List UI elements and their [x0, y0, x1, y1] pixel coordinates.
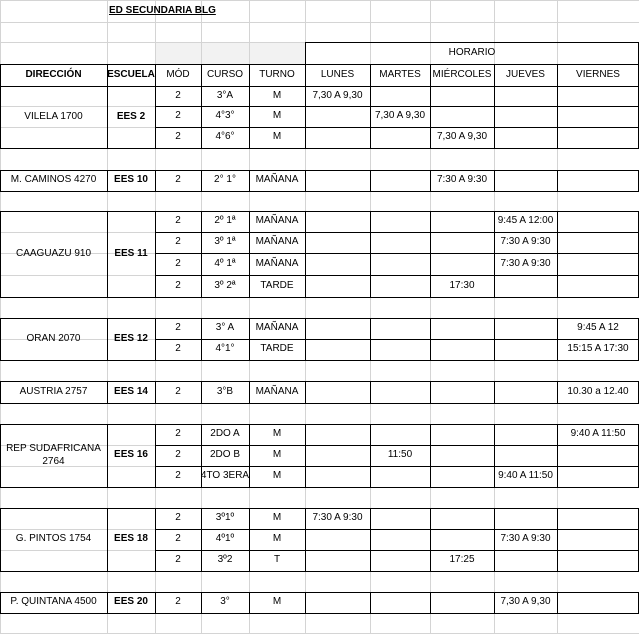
curso-cell[interactable]: 3° A [215, 322, 235, 334]
viernes-cell[interactable]: 10.30 a 12.40 [567, 385, 629, 397]
cell-border [107, 148, 156, 149]
miercoles-cell[interactable] [430, 424, 494, 445]
miercoles-cell[interactable] [430, 318, 494, 339]
jueves-cell[interactable] [494, 170, 557, 191]
cell-border [155, 148, 202, 149]
jueves-cell[interactable]: 7:30 A 9:30 [500, 257, 551, 269]
turno-cell[interactable]: M [272, 512, 282, 524]
viernes-cell[interactable] [557, 508, 639, 529]
cell-border [107, 297, 156, 298]
cell-border [557, 403, 639, 404]
curso-cell[interactable]: 3° [220, 596, 230, 608]
cell-border [0, 360, 108, 361]
viernes-cell[interactable] [557, 211, 639, 232]
miercoles-cell[interactable] [430, 466, 494, 487]
curso-cell[interactable]: 4°1° [215, 343, 235, 355]
cell-border [557, 297, 639, 298]
cell-border [249, 297, 306, 298]
viernes-cell[interactable] [557, 86, 639, 106]
jueves-cell[interactable] [494, 508, 557, 529]
viernes-cell[interactable] [557, 592, 639, 613]
miercoles-cell[interactable]: 7,30 A 9,30 [436, 131, 488, 143]
header-martes[interactable]: MARTES [379, 68, 421, 80]
cell-border [305, 360, 371, 361]
cell-border [557, 191, 639, 192]
miercoles-cell[interactable] [430, 445, 494, 466]
cell-border [249, 403, 306, 404]
turno-cell[interactable]: TARDE [260, 343, 294, 355]
curso-cell[interactable]: 4°6° [215, 131, 235, 143]
cell-border [494, 297, 558, 298]
turno-cell[interactable]: M [272, 533, 282, 545]
curso-cell[interactable]: 3º 1ª [214, 236, 236, 248]
martes-cell[interactable] [370, 592, 430, 613]
jueves-cell[interactable] [494, 445, 557, 466]
turno-cell[interactable]: T [273, 554, 281, 566]
escuela-cell[interactable]: EES 18 [114, 533, 148, 545]
lunes-cell[interactable] [305, 445, 370, 466]
cell-border [155, 191, 202, 192]
viernes-cell[interactable] [557, 550, 639, 571]
jueves-cell[interactable] [494, 424, 557, 445]
viernes-cell[interactable]: 9:40 A 11:50 [570, 428, 626, 440]
lunes-cell[interactable] [305, 339, 370, 360]
cell-border [201, 148, 250, 149]
miercoles-cell[interactable] [430, 253, 494, 275]
cell-border [155, 571, 202, 572]
gridline [0, 0, 639, 1]
miercoles-cell[interactable]: 7:30 A 9:30 [436, 174, 488, 186]
lunes-cell[interactable] [305, 106, 370, 127]
cell-border [305, 571, 371, 572]
lunes-cell[interactable] [305, 529, 370, 550]
header-escuela[interactable]: ESCUELA [107, 68, 155, 80]
cell-border [494, 613, 558, 614]
cell-border [201, 191, 250, 192]
cell-border [0, 297, 108, 298]
direccion-cell[interactable]: M. CAMINOS 4270 [10, 174, 97, 186]
cell-border [201, 487, 250, 488]
header-jueves[interactable]: JUEVES [506, 68, 545, 80]
escuela-cell[interactable]: EES 14 [114, 385, 148, 397]
mod-cell[interactable]: 2 [175, 596, 181, 608]
cell-border [249, 487, 306, 488]
cell-border [494, 403, 558, 404]
martes-cell[interactable] [370, 211, 430, 232]
turno-cell[interactable]: M [272, 596, 282, 608]
martes-cell[interactable] [370, 318, 430, 339]
cell-border [557, 148, 639, 149]
cell-border [430, 191, 495, 192]
direccion-cell[interactable]: G. PINTOS 1754 [15, 533, 92, 545]
direccion-cell[interactable]: ORAN 2070 [26, 332, 81, 344]
jueves-cell[interactable]: 7:30 A 9:30 [500, 236, 551, 248]
cell-border [494, 487, 558, 488]
cell-border [201, 613, 250, 614]
header-shade [250, 43, 305, 64]
cell-border [430, 297, 495, 298]
curso-cell[interactable]: 3º 2ª [214, 279, 236, 291]
jueves-cell[interactable] [494, 381, 557, 403]
cell-border [430, 487, 495, 488]
direccion-cell[interactable]: AUSTRIA 2757 [19, 385, 88, 397]
martes-cell[interactable] [370, 381, 430, 403]
jueves-cell[interactable] [494, 106, 557, 127]
escuela-cell[interactable]: EES 10 [114, 174, 148, 186]
turno-cell[interactable]: M [272, 470, 282, 482]
direccion-cell[interactable]: VILELA 1700 [24, 110, 83, 122]
viernes-cell[interactable] [557, 466, 639, 487]
cell-border [305, 403, 371, 404]
cell-border [305, 487, 371, 488]
martes-cell[interactable] [370, 127, 430, 148]
martes-cell[interactable] [370, 253, 430, 275]
cell-border [155, 403, 202, 404]
mod-cell[interactable]: 2 [175, 110, 181, 122]
lunes-cell[interactable] [305, 232, 370, 253]
turno-cell[interactable]: M [272, 89, 282, 101]
miercoles-cell[interactable] [430, 86, 494, 106]
turno-cell[interactable]: TARDE [260, 279, 294, 291]
viernes-cell[interactable]: 15:15 A 17:30 [567, 343, 629, 355]
curso-cell[interactable]: 3º2 [217, 554, 233, 566]
miercoles-cell[interactable] [430, 592, 494, 613]
jueves-cell[interactable]: 9:40 A 11:50 [498, 470, 553, 482]
cell-border [107, 571, 156, 572]
jueves-cell[interactable] [494, 86, 557, 106]
martes-cell[interactable] [370, 275, 430, 297]
direccion-cell[interactable]: P. QUINTANA 4500 [10, 596, 97, 608]
cell-border [430, 403, 495, 404]
viernes-cell[interactable] [557, 106, 639, 127]
cell-border [201, 571, 250, 572]
mod-cell[interactable]: 2 [175, 512, 181, 524]
escuela-cell[interactable]: EES 12 [114, 332, 148, 344]
escuela-cell[interactable]: EES 2 [116, 110, 146, 122]
gridline [0, 22, 639, 23]
cell-border [201, 360, 250, 361]
mod-cell[interactable]: 2 [175, 343, 181, 355]
mod-cell[interactable]: 2 [175, 470, 181, 482]
header-viernes[interactable]: VIERNES [576, 68, 620, 80]
cell-border [370, 571, 431, 572]
turno-cell[interactable]: M [272, 428, 282, 440]
martes-cell[interactable]: 7,30 A 9,30 [374, 110, 426, 122]
cell-border [370, 360, 431, 361]
header-shade [156, 43, 201, 64]
turno-cell[interactable]: MAÑANA [255, 236, 299, 248]
cell-border [201, 403, 250, 404]
mod-cell[interactable]: 2 [175, 449, 181, 461]
martes-cell[interactable]: 11:50 [387, 449, 413, 461]
escuela-cell[interactable]: EES 11 [114, 247, 148, 259]
martes-cell[interactable] [370, 529, 430, 550]
lunes-cell[interactable] [305, 127, 370, 148]
cell-border [249, 613, 306, 614]
curso-cell[interactable]: 2DO B [209, 449, 240, 461]
cell-border [430, 571, 495, 572]
miercoles-cell[interactable] [430, 232, 494, 253]
curso-cell[interactable]: 2DO A [210, 428, 240, 440]
cell-border [370, 613, 431, 614]
miercoles-cell[interactable] [430, 508, 494, 529]
cell-border [305, 297, 371, 298]
header-curso[interactable]: CURSO [206, 68, 244, 80]
cell-border [249, 571, 306, 572]
cell-border [370, 403, 431, 404]
curso-cell[interactable]: 4TO 3ERA [200, 470, 250, 482]
lunes-cell[interactable] [305, 592, 370, 613]
cell-border [370, 487, 431, 488]
lunes-cell[interactable] [305, 318, 370, 339]
cell-border [370, 191, 431, 192]
viernes-cell[interactable] [557, 170, 639, 191]
cell-border [0, 148, 108, 149]
lunes-cell[interactable] [305, 211, 370, 232]
miercoles-cell[interactable] [430, 529, 494, 550]
cell-border [155, 297, 202, 298]
lunes-cell[interactable] [305, 424, 370, 445]
mod-cell[interactable]: 2 [175, 533, 181, 545]
martes-cell[interactable] [370, 550, 430, 571]
cell-border [107, 487, 156, 488]
curso-cell[interactable]: 4°3° [215, 110, 235, 122]
mod-cell[interactable]: 2 [175, 322, 181, 334]
escuela-cell[interactable]: EES 20 [114, 596, 148, 608]
viernes-cell[interactable] [557, 232, 639, 253]
cell-border [557, 613, 639, 614]
direccion-cell[interactable]: REP SUDAFRICANA 2764 [6, 443, 101, 467]
cell-border [249, 148, 306, 149]
horario-header[interactable]: HORARIO [448, 46, 496, 58]
lunes-cell[interactable]: 7,30 A 9,30 [312, 89, 363, 101]
cell-border [494, 360, 558, 361]
header-lunes[interactable]: LUNES [320, 68, 355, 80]
mod-cell[interactable]: 2 [175, 89, 181, 101]
martes-cell[interactable] [370, 232, 430, 253]
cell-border [107, 360, 156, 361]
cell-border [430, 360, 495, 361]
header-turno[interactable]: TURNO [259, 68, 295, 80]
header-direccion[interactable]: DIRECCIÓN [25, 68, 82, 80]
jueves-cell[interactable] [494, 275, 557, 297]
cell-border [155, 487, 202, 488]
sheet-title[interactable]: ED SECUNDARIA BLG [109, 4, 216, 16]
header-mod[interactable]: MÓD [166, 68, 190, 80]
cell-border [107, 613, 156, 614]
cell-border [155, 360, 202, 361]
curso-cell[interactable]: 3°A [216, 89, 234, 101]
cell-border [557, 571, 639, 572]
mod-cell[interactable]: 2 [175, 257, 181, 269]
turno-cell[interactable]: MAÑANA [255, 257, 299, 269]
miercoles-cell[interactable] [430, 211, 494, 232]
jueves-cell[interactable]: 7:30 A 9:30 [500, 533, 551, 545]
cell-border [155, 613, 202, 614]
jueves-cell[interactable]: 9:45 A 12:00 [497, 215, 554, 227]
jueves-cell[interactable]: 7,30 A 9,30 [500, 596, 551, 608]
mod-cell[interactable]: 2 [175, 279, 181, 291]
martes-cell[interactable] [370, 508, 430, 529]
viernes-cell[interactable]: 9:45 A 12 [577, 322, 619, 334]
curso-cell[interactable]: 2° 1° [214, 174, 236, 186]
lunes-cell[interactable] [305, 253, 370, 275]
cell-border [0, 191, 108, 192]
cell-border [430, 613, 495, 614]
cell-border [201, 297, 250, 298]
lunes-cell[interactable]: 7:30 A 9:30 [312, 512, 363, 524]
direccion-cell[interactable]: CAAGUAZU 910 [15, 247, 92, 259]
mod-cell[interactable]: 2 [175, 236, 181, 248]
miercoles-cell[interactable]: 17:30 [449, 279, 475, 291]
curso-cell[interactable]: 3º1º [215, 512, 235, 524]
martes-cell[interactable] [370, 86, 430, 106]
miercoles-cell[interactable] [430, 339, 494, 360]
turno-cell[interactable]: MAÑANA [255, 385, 299, 397]
cell-border [494, 571, 558, 572]
cell-border [370, 148, 431, 149]
curso-cell[interactable]: 4º1º [215, 533, 235, 545]
turno-cell[interactable]: M [272, 131, 282, 143]
cell-border [557, 487, 639, 488]
mod-cell[interactable]: 2 [175, 131, 181, 143]
curso-cell[interactable]: 2º 1ª [214, 215, 236, 227]
lunes-cell[interactable] [305, 550, 370, 571]
lunes-cell[interactable] [305, 381, 370, 403]
cell-border [370, 297, 431, 298]
turno-cell[interactable]: MAÑANA [255, 215, 299, 227]
cell-border [305, 613, 371, 614]
curso-cell[interactable]: 3°B [216, 385, 234, 397]
jueves-cell[interactable] [494, 550, 557, 571]
curso-cell[interactable]: 4º 1ª [214, 257, 236, 269]
turno-cell[interactable]: M [272, 110, 282, 122]
jueves-cell[interactable] [494, 127, 557, 148]
cell-border [494, 148, 558, 149]
cell-border [0, 613, 108, 614]
mod-cell[interactable]: 2 [175, 385, 181, 397]
miercoles-cell[interactable]: 17:25 [449, 554, 475, 566]
viernes-cell[interactable] [557, 445, 639, 466]
cell-border [107, 403, 156, 404]
mod-cell[interactable]: 2 [175, 174, 181, 186]
cell-border [249, 191, 306, 192]
jueves-cell[interactable] [494, 318, 557, 339]
viernes-cell[interactable] [557, 529, 639, 550]
mod-cell[interactable]: 2 [175, 554, 181, 566]
turno-cell[interactable]: MAÑANA [255, 322, 299, 334]
martes-cell[interactable] [370, 424, 430, 445]
miercoles-cell[interactable] [430, 106, 494, 127]
escuela-cell[interactable]: EES 16 [114, 449, 148, 461]
jueves-cell[interactable] [494, 339, 557, 360]
header-shade [202, 43, 249, 64]
miercoles-cell[interactable] [430, 381, 494, 403]
cell-border [0, 571, 108, 572]
cell-border [305, 191, 371, 192]
cell-border [305, 148, 371, 149]
cell-border [107, 191, 156, 192]
lunes-cell[interactable] [305, 466, 370, 487]
mod-cell[interactable]: 2 [175, 215, 181, 227]
lunes-cell[interactable] [305, 275, 370, 297]
viernes-cell[interactable] [557, 253, 639, 275]
turno-cell[interactable]: MAÑANA [255, 174, 299, 186]
cell-border [249, 360, 306, 361]
mod-cell[interactable]: 2 [175, 428, 181, 440]
lunes-cell[interactable] [305, 170, 370, 191]
cell-border [0, 403, 108, 404]
cell-border [0, 487, 108, 488]
martes-cell[interactable] [370, 339, 430, 360]
header-miercoles[interactable]: MIÉRCOLES [432, 68, 492, 80]
martes-cell[interactable] [370, 466, 430, 487]
viernes-cell[interactable] [557, 127, 639, 148]
cell-border [430, 148, 495, 149]
cell-border [494, 191, 558, 192]
martes-cell[interactable] [370, 170, 430, 191]
turno-cell[interactable]: M [272, 449, 282, 461]
viernes-cell[interactable] [557, 275, 639, 297]
cell-border [557, 360, 639, 361]
